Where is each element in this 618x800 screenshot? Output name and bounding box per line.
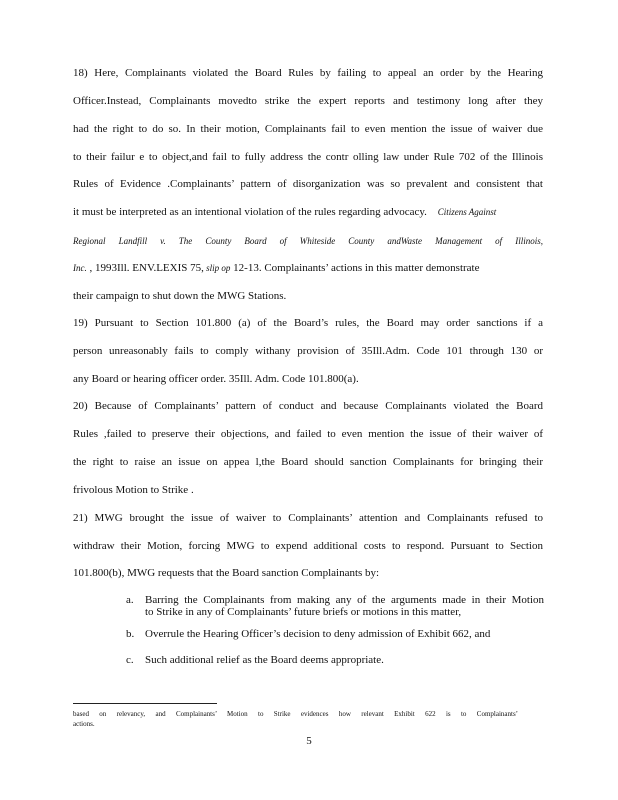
body-line: frivolous Motion to Strike . — [73, 484, 194, 496]
body-line: their campaign to shut down the MWG Stations. — [73, 290, 287, 302]
list-text — [145, 594, 544, 618]
page-number: 5 — [306, 735, 312, 747]
body-line: 101.800(b), MWG requests that the Board sanction Complainants by: — [73, 567, 380, 579]
body-line: withdraw their Motion, forcing MWG to expend additional costs to respond. Pursuant to Section — [73, 540, 543, 552]
body-line: Officer.Instead, Complainants movedto strike the expert reports and testimony long after they — [73, 95, 543, 107]
list-line: to Strike in any of Complainants’ future briefs or motions in this matter, — [145, 606, 462, 618]
list-line: Such additional relief as the Board deems appropriate. — [145, 654, 384, 666]
body-line: 19) Pursuant to Section 101.800 (a) of the Board’s rules, the Board may order sanctions if a — [73, 317, 543, 329]
citation-reporter: , 1993Ill. ENV.LEXIS 75, — [86, 262, 204, 274]
body-line: to their failur e to object,and fail to fully address the contr olling law under Rule 702 of the Illinois — [73, 151, 543, 163]
body-line: Rules ,failed to preserve their objections, and failed to even mention the issue of their waiver of — [73, 428, 543, 440]
list-text — [145, 654, 544, 666]
body-line — [73, 205, 543, 219]
list-marker: a. — [126, 594, 134, 606]
body-line: 21) MWG brought the issue of waiver to Complainants’ attention and Complainants refused to — [73, 512, 543, 524]
body-line: 18) Here, Complainants violated the Board Rules by failing to appeal an order by the Hearing — [73, 67, 543, 79]
body-line: 20) Because of Complainants’ pattern of conduct and because Complainants violated the Board — [73, 400, 543, 412]
body-line: person unreasonably fails to comply withany provision of 35Ill.Adm. Code 101 through 130 or — [73, 345, 543, 357]
footnote-line: based on relevancy, and Complainants’ Motion to Strike evidences how relevant Exhibit 622 is to Complainants’ — [73, 710, 518, 718]
footnote-line: actions. — [73, 720, 95, 728]
body-line: had the right to do so. In their motion, Complainants fail to even mention the issue of waiver due — [73, 123, 543, 135]
body-line — [73, 261, 543, 275]
list-line: Overrule the Hearing Officer’s decision to deny admission of Exhibit 662, and — [145, 628, 491, 640]
citation-line: Regional Landfill v. The County Board of Whiteside County andWaste Management of Illinois, — [73, 236, 543, 246]
citation-text: Citizens Against — [437, 207, 497, 217]
list-marker: c. — [126, 654, 134, 666]
footnote-separator — [73, 703, 217, 704]
citation-italic: Inc. — [73, 263, 87, 273]
body-line-text: 12-13. Complainants’ actions in this matter demonstrate — [230, 262, 480, 274]
list-line: Barring the Complainants from making any of the arguments made in their Motion — [145, 594, 544, 606]
body-line: the right to raise an issue on appea l,the Board should sanction Complainants for bringing their — [73, 456, 543, 468]
list-marker: b. — [126, 628, 135, 640]
list-text — [145, 628, 544, 640]
body-line: Rules of Evidence .Complainants’ pattern of disorganization was so prevalent and consistent that — [73, 178, 543, 190]
citation-slip-op: slip op — [203, 263, 231, 273]
body-line-text: it must be interpreted as an intentional violation of the rules regarding advocacy. — [73, 206, 427, 218]
body-line: any Board or hearing officer order. 35Ill. Adm. Code 101.800(a). — [73, 373, 359, 385]
